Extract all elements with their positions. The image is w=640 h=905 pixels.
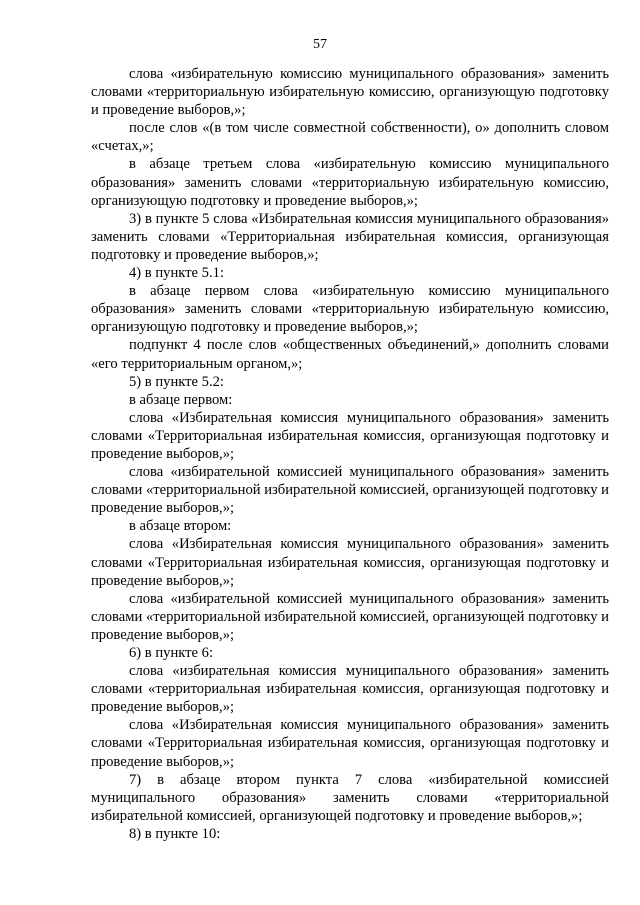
paragraph-9: в абзаце первом:: [129, 391, 233, 408]
paragraph-18: 7) в абзаце втором пункта 7 слова «избирательной комиссией муниципального образования» заменить словами «территориальной избирательной комиссией, организующей подготовку и проведение выборов,»;: [91, 771, 609, 824]
paragraph-16: слова «избирательная комиссия муниципального образования» заменить словами «территориальная избирательная комиссия, организующая подготовку и проведение выборов,»;: [91, 663, 609, 716]
document-body: [91, 65, 609, 843]
paragraph-7: подпункт 4 после слов «общественных объединений,» дополнить словами «его территориальным органом,»;: [91, 337, 609, 372]
paragraph-1: слова «избирательную комиссию муниципального образования» заменить словами «территориальную избирательную комиссию, организующую подготовку и проведение выборов,»;: [91, 66, 609, 119]
paragraph-15: 6) в пункте 6:: [129, 645, 214, 661]
paragraph-6: в абзаце первом слова «избирательную комиссию муниципального образования» заменить словами «территориальную избирательную комиссию, организующую подготовку и проведение выборов,»;: [91, 283, 609, 336]
paragraph-3: в абзаце третьем слова «избирательную комиссию муниципального образования» заменить словами «территориальную избирательную комиссию, организующую подготовку и проведение выборов,»;: [91, 156, 609, 209]
paragraph-11: слова «избирательной комиссией муниципального образования» заменить словами «территориальной избирательной комиссией, организующей подготовку и проведение выборов,»;: [91, 464, 609, 517]
paragraph-19: 8) в пункте 10:: [129, 825, 221, 842]
paragraph-5: 4) в пункте 5.1:: [129, 265, 224, 282]
paragraph-14: слова «избирательной комиссией муниципального образования» заменить словами «территориальной избирательной комиссией, организующей подготовку и проведение выборов,»;: [91, 590, 609, 643]
paragraph-13: слова «Избирательная комиссия муниципального образования» заменить словами «Территориальная избирательная комиссия, организующая подготовку и проведение выборов,»;: [91, 536, 609, 589]
paragraph-17: слова «Избирательная комиссия муниципального образования» заменить словами «Территориальная избирательная комиссия, организующая подготовку и проведение выборов,»;: [91, 717, 609, 770]
page-number: 57: [313, 37, 327, 52]
paragraph-10: слова «Избирательная комиссия муниципального образования» заменить словами «Территориальная избирательная комиссия, организующая подготовку и проведение выборов,»;: [91, 409, 609, 462]
paragraph-12: в абзаце втором:: [129, 518, 232, 535]
paragraph-2: после слов «(в том числе совместной собственности), о» дополнить словом «счетах,»;: [91, 120, 609, 155]
paragraph-8: 5) в пункте 5.2:: [129, 373, 224, 390]
paragraph-4: 3) в пункте 5 слова «Избирательная комиссия муниципального образования» заменить словами «Территориальная избирательная комиссия, организующая подготовку и проведение выборов,»;: [91, 210, 609, 263]
